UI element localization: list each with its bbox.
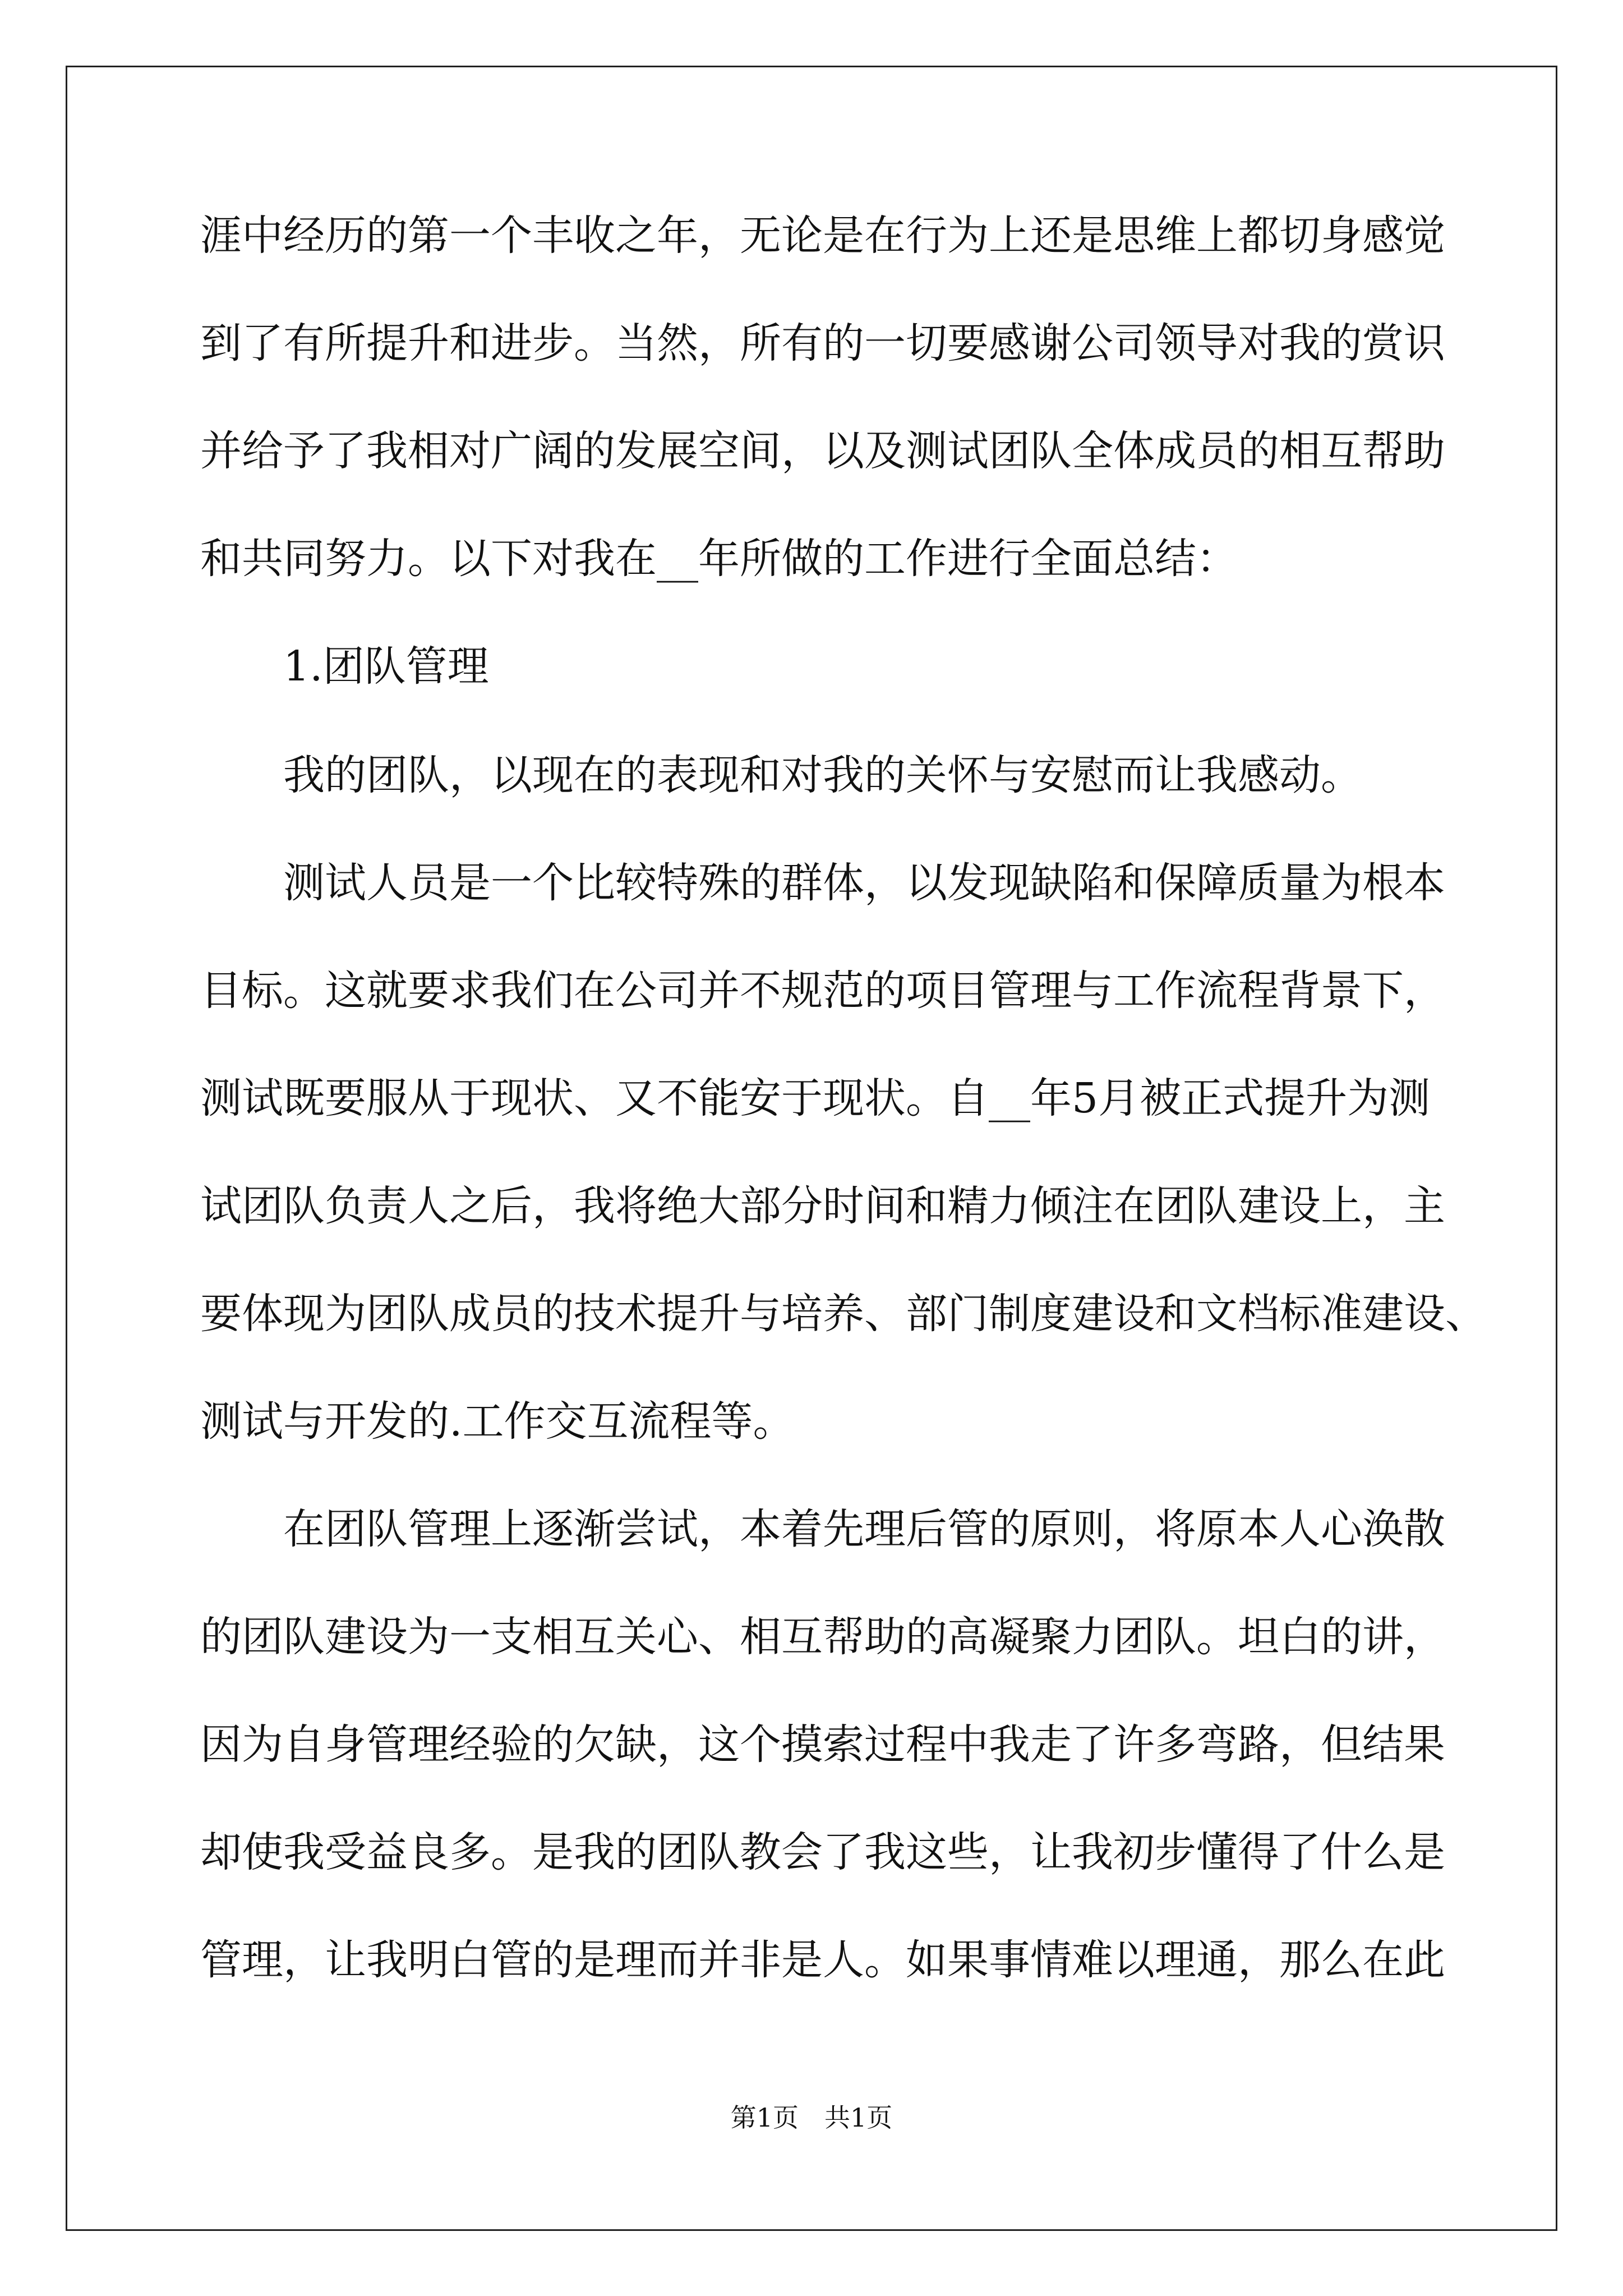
text-line-3: 并给予了我相对广阔的发展空间，以及测试团队全体成员的相互帮助: [200, 427, 1445, 475]
section-heading: 1.团队管理: [283, 642, 489, 691]
text-line-10: 试团队负责人之后，我将绝大部分时间和精力倾注在团队建设上，主: [200, 1182, 1445, 1230]
text-line-2: 到了有所提升和进步。当然，所有的一切要感谢公司领导对我的赏识: [200, 319, 1445, 367]
text-line-14: 的团队建设为一支相互关心、相互帮助的高凝聚力团队。坦白的讲，: [200, 1613, 1445, 1661]
page-number-footer: 第1页 共1页: [730, 2102, 893, 2133]
page-border: [66, 66, 1557, 2231]
text-line-9: 测试既要服从于现状、又不能安于现状。自__年5月被正式提升为测: [200, 1074, 1431, 1122]
text-line-1: 涯中经历的第一个丰收之年，无论是在行为上还是思维上都切身感觉: [200, 211, 1445, 260]
text-line-7: 测试人员是一个比较特殊的群体，以发现缺陷和保障质量为根本: [283, 859, 1445, 907]
text-line-6: 我的团队，以现在的表现和对我的关怀与安慰而让我感动。: [283, 751, 1362, 799]
text-line-4: 和共同努力。以下对我在__年所做的工作进行全面总结：: [200, 535, 1238, 583]
text-line-8: 目标。这就要求我们在公司并不规范的项目管理与工作流程背景下，: [200, 967, 1445, 1015]
text-line-17: 管理，让我明白管的是理而并非是人。如果事情难以理通，那么在此: [200, 1936, 1445, 1984]
text-line-12: 测试与开发的.工作交互流程等。: [200, 1397, 795, 1446]
text-line-16: 却使我受益良多。是我的团队教会了我这些，让我初步懂得了什么是: [200, 1828, 1445, 1876]
text-line-13: 在团队管理上逐渐尝试，本着先理后管的原则，将原本人心涣散: [283, 1505, 1445, 1553]
text-line-15: 因为自身管理经验的欠缺，这个摸索过程中我走了许多弯路，但结果: [200, 1720, 1445, 1769]
text-line-11: 要体现为团队成员的技术提升与培养、部门制度建设和文档标准建设、: [200, 1290, 1487, 1338]
